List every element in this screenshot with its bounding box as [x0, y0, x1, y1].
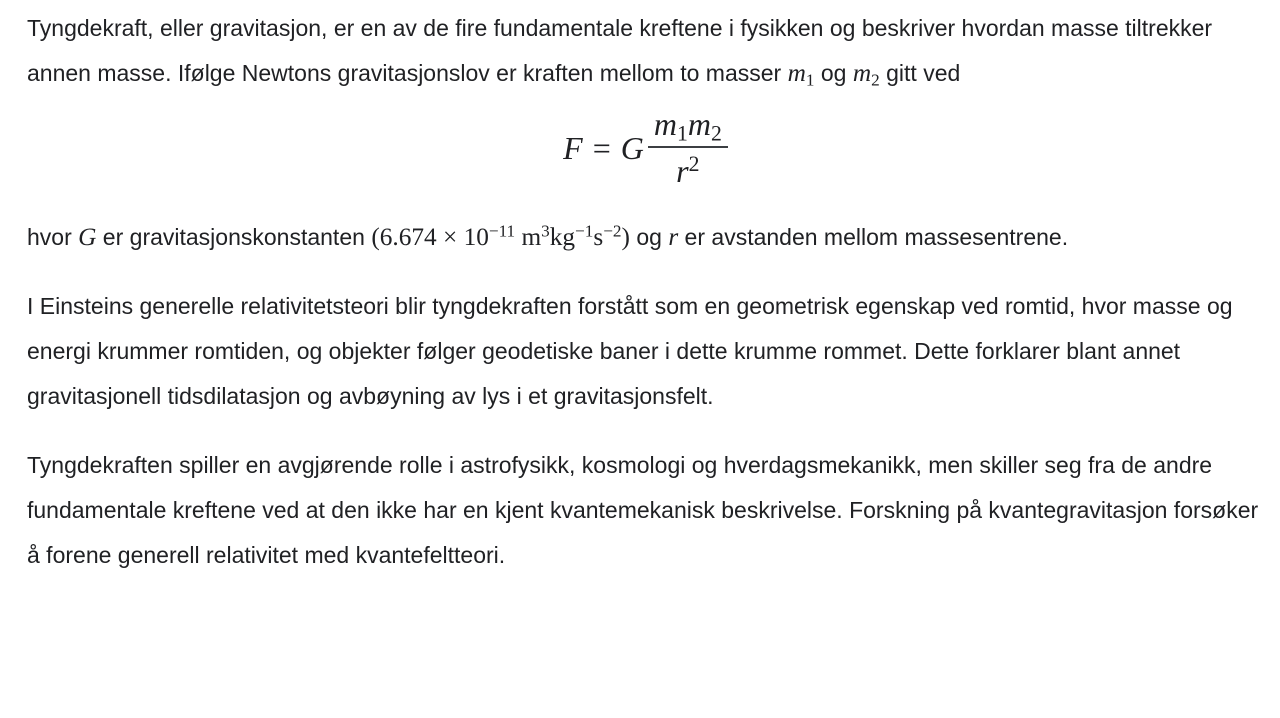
equals-sign: = [592, 129, 611, 166]
gravitational-constant-value: ($6.674 \times 10^{-11}$ $m^3kg^{-1}s^{-2}$) [371, 221, 630, 251]
unit-m: $m^3$ [515, 221, 550, 251]
fraction [648, 106, 728, 189]
paragraph-intro [27, 6, 1264, 96]
unit-kg: $kg^{-1}$ [549, 221, 594, 251]
paragraph-constant [27, 215, 1264, 260]
intro-text-1: Tyngdekraft, eller gravitasjon, er en av de fire fundamentale kreftene i fysikken og beskriver hvordan masse tiltrekker annen masse. Ifølge Newtons gravitasjonslov er kraften mellom to masser [27, 15, 1213, 86]
formula-G: G [620, 129, 644, 166]
formula-lhs-F: F [563, 129, 583, 166]
math-r: r [668, 223, 679, 251]
math-m2: $m_2$ [852, 59, 880, 90]
intro-text-3: gitt ved [879, 60, 961, 86]
paragraph-relativity: I Einsteins generelle relativitetsteori blir tyngdekraften forstått som en geometrisk egenskap ved romtid, hvor masse og energi krummer romtiden, og objekter følger geodetiske baner i dette krumme rommet. Dette forklarer blant annet gravitasjonell tidsdilatasjon og avbøyning av lys i et gravitasjonsfelt. [27, 293, 1233, 409]
fraction-denominator: $r^2$ [648, 146, 728, 189]
intro-text-2: og [814, 60, 853, 86]
constant-text-3: og [629, 224, 669, 250]
constant-text-4: er avstanden mellom massesentrene. [678, 224, 1069, 250]
math-G: G [78, 223, 97, 251]
fraction-numerator: $m_1m_2$ [653, 106, 722, 146]
paragraph-astrophysics: Tyngdekraften spiller en avgjørende rolle i astrofysikk, kosmologi og hverdagsmekanikk, men skiller seg fra de andre fundamentale kreftene ved at den ikke har en kjent kvantemekanisk beskrivelse. Forskning på kvantegravitasjon forsøker å forene generell relativitet med kvantefeltteori. [27, 452, 1259, 568]
unit-s: $s^{-2}$ [593, 221, 622, 251]
math-m1: $m_1$ [787, 59, 815, 90]
constant-text-2: er gravitasjonskonstanten [96, 224, 372, 250]
newton-gravitation-formula [27, 106, 1264, 193]
constant-text-1: hvor [27, 224, 79, 250]
